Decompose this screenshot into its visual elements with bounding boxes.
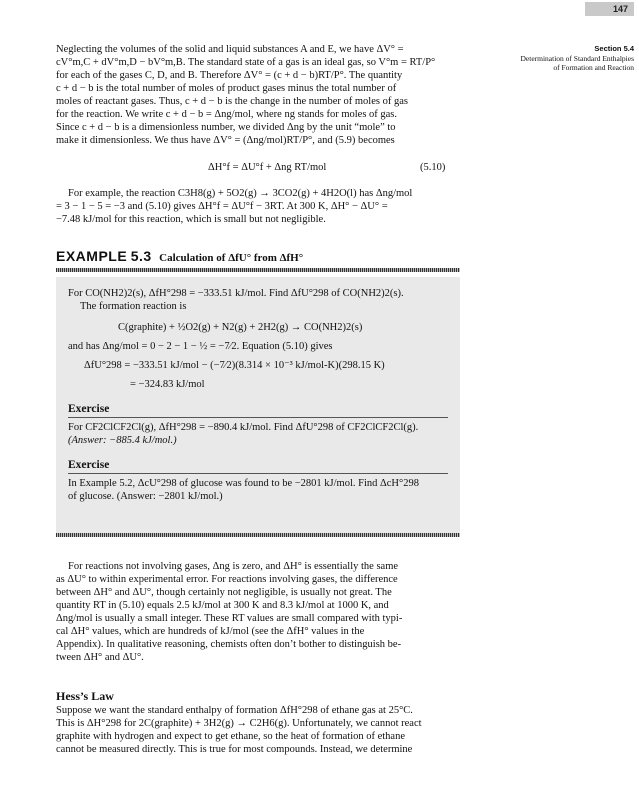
- text-line: c + d − b is the total number of moles of product gases minus the total number of: [56, 83, 397, 94]
- example-top-rule: [56, 268, 460, 272]
- formation-reaction: C(graphite) + ½O2(g) + N2(g) + 2H2(g) → CO(NH2)2(s): [118, 322, 363, 333]
- text-line: This is ΔH°298 for 2C(graphite) + 3H2(g) → C2H6(g). Unfortunately, we cannot react: [56, 718, 422, 729]
- exercise-heading: Exercise: [68, 403, 110, 415]
- equation-5-10: ΔH°f = ΔU°f + Δng RT/mol: [208, 162, 327, 173]
- example-number: 5.3: [130, 248, 152, 264]
- text-line: for the reaction. We write c + d − b = Δng/mol, where ng stands for moles of gas.: [56, 109, 398, 120]
- text-line: = 3 − 1 − 5 = −3 and (5.10) gives ΔH°f = ΔU°f − 3RT. At 300 K, ΔH° − ΔU° =: [56, 201, 388, 212]
- text-line: −7.48 kJ/mol for this reaction, which is small but not negligible.: [56, 214, 326, 225]
- section-title-line: of Formation and Reaction: [553, 63, 634, 72]
- text-line: Since c + d − b is a dimensionless number, we divided Δng by the unit “mole” to: [56, 122, 396, 133]
- exercise-answer: (Answer: −885.4 kJ/mol.): [68, 435, 177, 446]
- example-content: [68, 287, 448, 503]
- exercise-answer: of glucose. (Answer: −2801 kJ/mol.): [68, 491, 223, 502]
- problem-line: and has Δng/mol = 0 − 2 − 1 − ½ = −7⁄2. Equation (5.10) gives: [68, 341, 333, 352]
- hess-paragraph: [56, 704, 460, 756]
- text-line: as ΔU° to within experimental error. For reactions involving gases, the difference: [56, 574, 398, 585]
- example-heading: [56, 248, 460, 266]
- section-label: Section 5.4: [594, 44, 634, 53]
- text-line: quantity RT in (5.10) equals 2.5 kJ/mol at 300 K and 8.3 kJ/mol at 1000 K, and: [56, 600, 389, 611]
- exercise-line: In Example 5.2, ΔcU°298 of glucose was found to be −2801 kJ/mol. Find ΔcH°298: [68, 478, 419, 489]
- intro-paragraph: [56, 43, 460, 147]
- text-line: between ΔH° and ΔU°, though certainly not negligible, is usually not great. The: [56, 587, 392, 598]
- text-line: Appendix). In qualitative reasoning, chemists often don’t bother to distinguish be-: [56, 639, 402, 650]
- section-title-line: Determination of Standard Enthalpies: [520, 54, 634, 63]
- problem-line: The formation reaction is: [80, 301, 187, 312]
- text-line: for each of the gases C, D, and B. Therefore ΔV° = (c + d − b)RT/P°. The quantity: [56, 70, 403, 81]
- example-bottom-rule: [56, 533, 460, 537]
- page-number: 147: [585, 2, 634, 16]
- example-title: Calculation of ΔfU° from ΔfH°: [159, 252, 304, 264]
- text-line: tween ΔH° and ΔU°.: [56, 652, 144, 663]
- text-line: Neglecting the volumes of the solid and liquid substances A and E, we have ΔV° =: [56, 44, 404, 55]
- equation-number: (5.10): [420, 162, 446, 173]
- example-label: EXAMPLE: [56, 248, 128, 264]
- text-line: cannot be measured directly. This is true for most compounds. Instead, we determine: [56, 744, 413, 755]
- example-paragraph: [56, 187, 460, 226]
- text-line: cal ΔH° values, which are hundreds of kJ/mol (see the ΔfH° values in the: [56, 626, 365, 637]
- exercise-rule: [68, 417, 448, 418]
- text-line: moles of reactant gases. Thus, c + d − b is the change in the number of moles of gas: [56, 96, 408, 107]
- section-title: [470, 54, 634, 72]
- example-box: [56, 277, 460, 533]
- exercise-rule: [68, 473, 448, 474]
- text-line: Δng/mol is usually a small integer. These RT values are small compared with typi-: [56, 613, 403, 624]
- exercise-line: For CF2ClCF2Cl(g), ΔfH°298 = −890.4 kJ/mol. Find ΔfU°298 of CF2ClCF2Cl(g).: [68, 422, 419, 433]
- text-line: For reactions not involving gases, Δng is zero, and ΔH° is essentially the same: [68, 561, 399, 572]
- text-line: For example, the reaction C3H8(g) + 5O2(g) → 3CO2(g) + 4H2O(l) has Δng/mol: [68, 188, 413, 199]
- text-line: cV°m,C + dV°m,D − bV°m,B. The standard state of a gas is an ideal gas, so V°m = RT/P°: [56, 57, 436, 68]
- text-line: Suppose we want the standard enthalpy of formation ΔfH°298 of ethane gas at 25°C.: [56, 705, 413, 716]
- calculation-result: = −324.83 kJ/mol: [130, 379, 205, 390]
- problem-line: For CO(NH2)2(s), ΔfH°298 = −333.51 kJ/mol. Find ΔfU°298 of CO(NH2)2(s).: [68, 288, 404, 299]
- gases-paragraph: [56, 560, 460, 664]
- exercise-heading: Exercise: [68, 459, 110, 471]
- calculation-line: ΔfU°298 = −333.51 kJ/mol − (−7⁄2)(8.314 × 10⁻³ kJ/mol-K)(298.15 K): [84, 360, 385, 371]
- text-line: graphite with hydrogen and expect to get ethane, so the heat of formation of ethane: [56, 731, 406, 742]
- text-line: make it dimensionless. We thus have ΔV° = (Δng/mol)RT/P°, and (5.9) becomes: [56, 135, 395, 146]
- section-heading: Hess’s Law: [56, 689, 114, 703]
